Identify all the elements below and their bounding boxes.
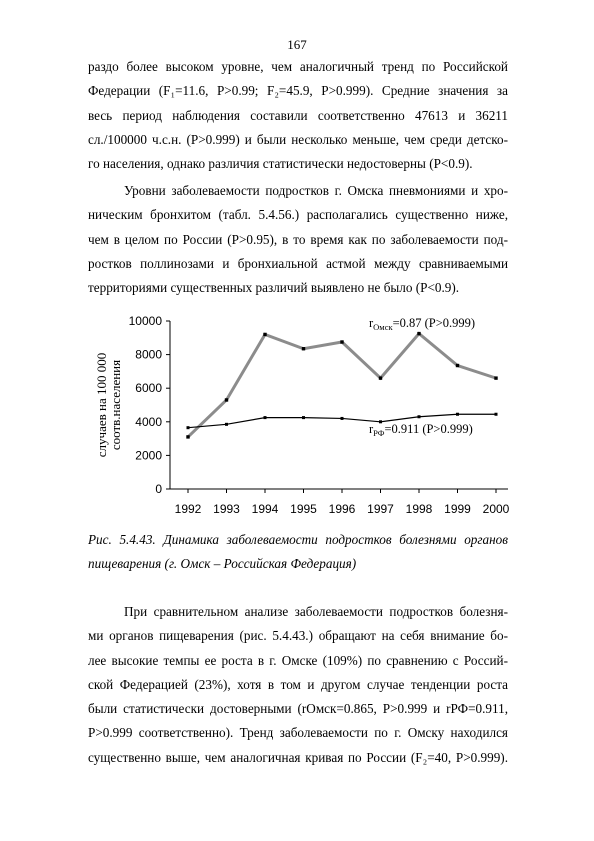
paragraph-2 (88, 179, 508, 300)
x-tick-label: 1995 (290, 502, 317, 516)
x-ticks (175, 489, 510, 516)
text-line: Уровни заболеваемости подростков г. Омска пневмониями и хро- (124, 183, 508, 198)
x-tick-label: 1992 (174, 502, 202, 516)
paragraph-1 (88, 55, 508, 176)
y-axis-title (94, 353, 123, 457)
annotation-r: r (369, 316, 374, 330)
x-tick-label: 2000 (482, 502, 510, 516)
y-tick-label: 2000 (135, 448, 162, 463)
text-line: ростков поллинозами и бронхиальной астмой между сравниваемыми (88, 255, 508, 271)
data-point (302, 416, 305, 419)
y-axis-title-line-2: соотв.населения (108, 359, 123, 451)
data-point (379, 420, 382, 423)
data-point (456, 364, 459, 367)
y-tick-label: 8000 (135, 347, 162, 362)
data-point (187, 426, 190, 429)
annotation-value: =0.911 (P>0.999) (384, 422, 473, 436)
data-point (341, 417, 344, 420)
y-tick-label: 10000 (128, 314, 162, 328)
annotation-r: r (369, 422, 374, 436)
data-point (418, 415, 421, 418)
text-line: Федерации (F₁=11.6, P>0.99; F₂=45.9, P>0.999). Средние значения за (88, 83, 508, 99)
data-point (456, 413, 459, 416)
data-point (302, 347, 305, 350)
text-line: раздо более высоком уровне, чем аналогичный тренд по Российской (88, 59, 508, 74)
data-point (494, 376, 497, 379)
text-line: ской Федерацией (23%), хотя в том и другом случае тенденции роста (88, 676, 508, 692)
y-tick-label: 0 (155, 482, 162, 496)
y-tick-label: 4000 (135, 414, 162, 429)
y-axis-title-line-1: случаев на 100 000 (94, 352, 109, 458)
figure-caption (88, 528, 508, 576)
data-point (263, 333, 266, 336)
annotation-subscript: Омск (373, 322, 393, 332)
caption-line: Рис. 5.4.43. Динамика заболеваемости подростков болезнями органов (88, 532, 508, 547)
x-tick-label: 1998 (405, 502, 433, 516)
data-point (417, 332, 420, 335)
text-line: чем в целом по России (P>0.95), в то время как по заболеваемости под- (88, 231, 508, 247)
x-tick-label: 1993 (213, 502, 240, 516)
data-point (186, 435, 189, 438)
data-point (340, 340, 343, 343)
text-line: территориями существенных различий выявлено не было (P<0.9). (88, 280, 460, 296)
page-number: 167 (287, 37, 307, 52)
x-tick-label: 1997 (367, 502, 394, 516)
data-point (379, 376, 382, 379)
text-line: существенно выше, чем аналогичная кривая по России (F₂=40, P>0.999). (88, 749, 508, 765)
line-chart (88, 305, 518, 525)
text-line: ми органов пищеварения (рис. 5.4.43.) обращают на себя внимание бо- (88, 628, 508, 644)
series-annotation-rf (369, 422, 473, 438)
data-point (225, 423, 228, 426)
x-tick-label: 1996 (328, 502, 356, 516)
text-line: были статистически достоверными (rОмск=0.865, P>0.999 и rРФ=0.911, (88, 701, 508, 717)
data-point (495, 413, 498, 416)
y-ticks (129, 314, 170, 496)
caption-line: пищеварения (г. Омск – Российская Федерация) (88, 556, 357, 571)
text-line: P>0.999 соответственно). Тренд заболеваемости по г. Омску находился (88, 725, 508, 741)
annotation-value: =0.87 (P>0.999) (392, 316, 476, 330)
series-annotation-omsk (369, 316, 475, 332)
text-line: лее высокие темпы ее роста в г. Омске (109%) по сравнению с Россий- (88, 652, 508, 668)
data-point (225, 398, 228, 401)
y-tick-label: 6000 (135, 381, 162, 396)
text-line: ническим бронхитом (табл. 5.4.56.) располагались существенно ниже, (88, 207, 508, 223)
x-tick-label: 1994 (251, 502, 279, 516)
text-line: сл./100000 ч.с.н. (P>0.999) и были несколько меньше, чем среди детско- (88, 131, 508, 147)
data-point (264, 416, 267, 419)
paragraph-3 (88, 600, 508, 770)
text-line: го населения, однако различия статистически недостоверны (P<0.9). (88, 156, 473, 172)
annotation-subscript: РФ (373, 428, 385, 438)
text-line: При сравнительном анализе заболеваемости подростков болезня- (124, 604, 508, 619)
x-tick-label: 1999 (444, 502, 471, 516)
text-line: весь период наблюдения составили соответственно 47613 и 36211 (88, 107, 508, 123)
